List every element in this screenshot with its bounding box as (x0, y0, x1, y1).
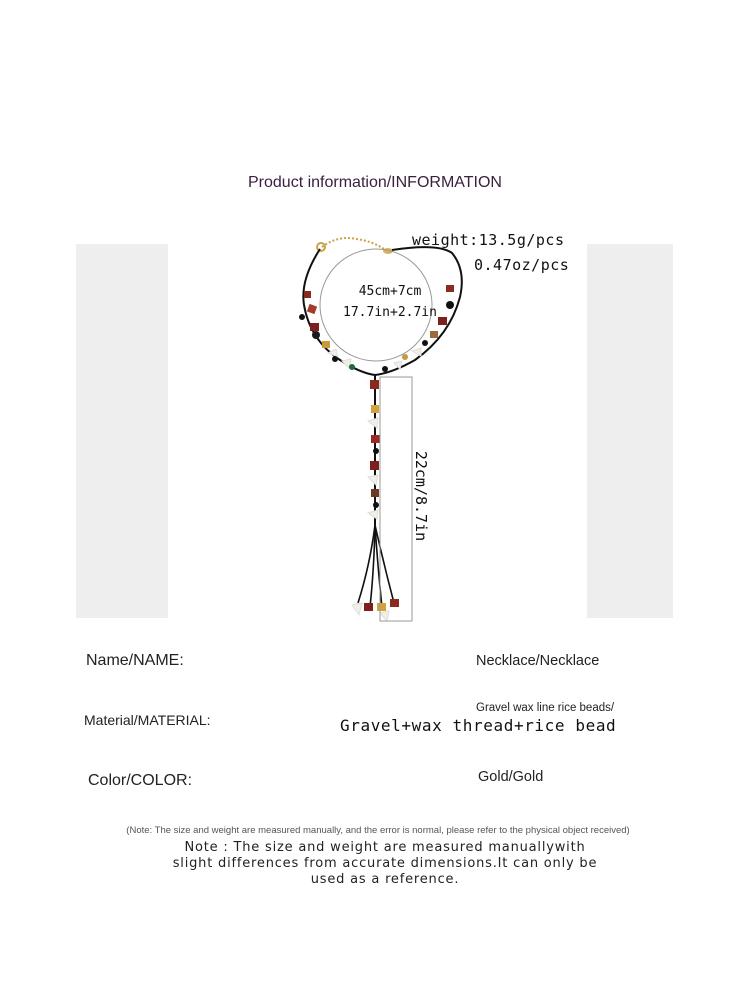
pendant-drop (368, 375, 380, 525)
weight-ounces: 0.47oz/pcs (474, 256, 570, 274)
extender-chain (317, 238, 393, 254)
right-background-panel (587, 244, 673, 618)
chain-length-cm: 45cm+7cm (358, 284, 422, 299)
name-value: Necklace/Necklace (476, 653, 600, 669)
name-label: Name/NAME: (86, 652, 184, 669)
page-title: Product information/INFORMATION (248, 174, 502, 191)
note-line-1: Note : The size and weight are measured manuallywith (184, 840, 586, 855)
color-label: Color/COLOR: (88, 772, 193, 789)
note-line-3: used as a reference. (310, 872, 460, 887)
measurement-note-small: (Note: The size and weight are measured manually, and the error is normal, please refer to the physical object received) (126, 825, 630, 836)
material-value-small: Gravel wax line rice beads/ (476, 702, 615, 714)
weight-grams: weight:13.5g/pcs (412, 231, 565, 249)
left-background-panel (76, 244, 168, 618)
material-label: Material/MATERIAL: (84, 712, 211, 728)
chain-length-in: 17.7in+2.7in (343, 305, 437, 320)
pendant-length: 22cm/8.7in (412, 450, 430, 542)
material-value: Gravel+wax thread+rice bead (340, 716, 617, 735)
color-value: Gold/Gold (478, 769, 544, 785)
measurement-note (0, 840, 750, 888)
tassel (358, 525, 394, 607)
note-line-2: slight differences from accurate dimensions.It can only be (172, 856, 598, 871)
